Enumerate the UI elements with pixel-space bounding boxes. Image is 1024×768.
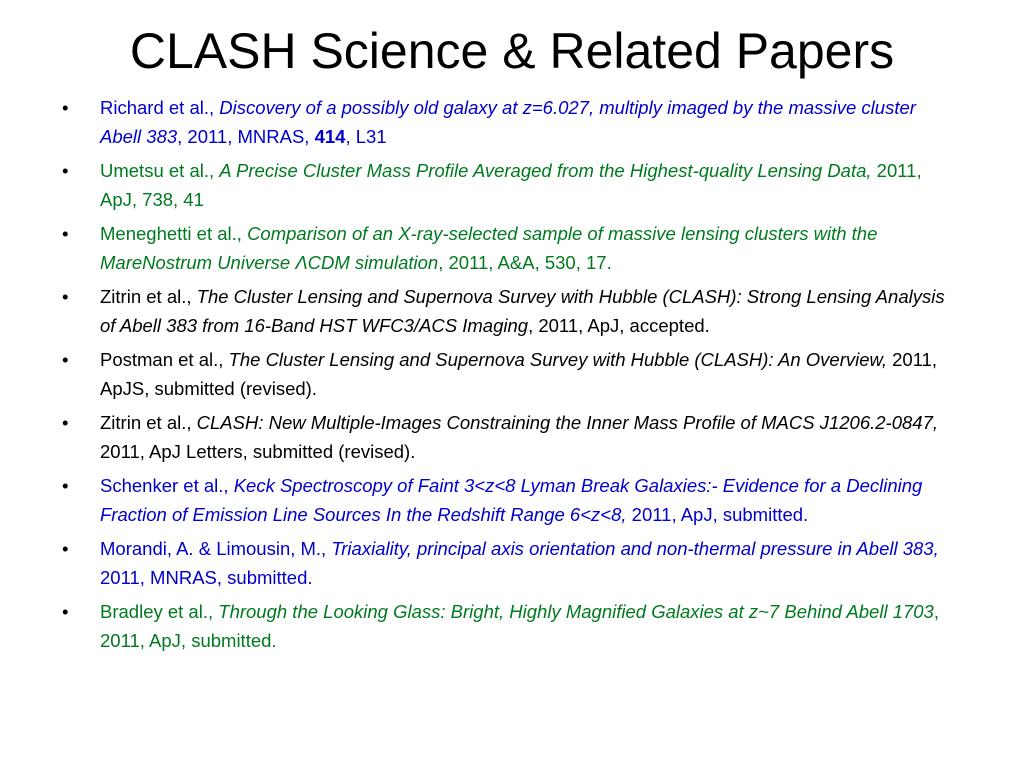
- reference-text: [100, 475, 922, 525]
- reference-text: [100, 349, 937, 399]
- reference-item: [60, 283, 960, 340]
- reference-authors: Zitrin et al.,: [100, 286, 197, 307]
- bullet-icon: •: [62, 349, 69, 370]
- reference-text: [100, 601, 939, 651]
- reference-paper-title: A Precise Cluster Mass Profile Averaged from the Highest-quality Lensing Data,: [219, 160, 872, 181]
- reference-paper-title: Triaxiality, principal axis orientation and non-thermal pressure in Abell 383,: [331, 538, 939, 559]
- reference-paper-title: Discovery of a possibly old galaxy at z=6.027, multiply imaged by the massive cluster Abell 383: [100, 97, 916, 147]
- reference-item: [60, 535, 960, 592]
- bullet-icon: •: [62, 601, 69, 622]
- reference-text: [100, 97, 916, 147]
- reference-list: [60, 94, 960, 661]
- reference-paper-title: Comparison of an X-ray-selected sample of massive lensing clusters with the MareNostrum Universe ΛCDM simulation: [100, 223, 878, 273]
- reference-authors: Postman et al.,: [100, 349, 229, 370]
- reference-item: [60, 94, 960, 151]
- reference-authors: Umetsu et al.,: [100, 160, 220, 181]
- reference-authors: Meneghetti et al.,: [100, 223, 248, 244]
- bullet-icon: •: [62, 286, 69, 307]
- bullet-icon: •: [62, 97, 69, 118]
- reference-item: [60, 598, 960, 655]
- slide-title: CLASH Science & Related Papers: [129, 23, 895, 79]
- reference-text: [100, 538, 939, 588]
- reference-volume: 414: [314, 125, 346, 147]
- reference-paper-title: Through the Looking Glass: Bright, Highly Magnified Galaxies at z~7 Behind Abell 1703: [218, 601, 934, 622]
- reference-authors: Zitrin et al.,: [100, 412, 197, 433]
- reference-item: [60, 157, 960, 214]
- reference-authors: Bradley et al.,: [100, 601, 219, 622]
- reference-citation: 2011, ApJ Letters, submitted (revised).: [100, 440, 416, 462]
- reference-citation: 2011, ApJ, 738, 41: [100, 160, 922, 210]
- reference-pages: , L31: [345, 125, 387, 147]
- reference-citation: , 2011, MNRAS,: [177, 125, 315, 147]
- reference-authors: Schenker et al.,: [100, 475, 234, 496]
- reference-item: [60, 472, 960, 529]
- reference-text: [100, 412, 938, 462]
- reference-authors: Morandi, A. & Limousin, M.,: [100, 538, 332, 559]
- reference-citation: , 2011, A&A, 530, 17.: [438, 251, 612, 273]
- reference-item: [60, 409, 960, 466]
- reference-paper-title: The Cluster Lensing and Supernova Survey with Hubble (CLASH): An Overview,: [228, 349, 887, 370]
- bullet-icon: •: [62, 475, 69, 496]
- reference-paper-title: The Cluster Lensing and Supernova Survey with Hubble (CLASH): Strong Lensing Analysis of Abell 383 from 16-Band HST WFC3/ACS Imaging: [100, 286, 945, 336]
- reference-paper-title: Keck Spectroscopy of Faint 3<z<8 Lyman Break Galaxies:- Evidence for a Declining Fraction of Emission Line Sources In the Redshift Range 6<z<8,: [100, 475, 923, 525]
- reference-authors: Richard et al.,: [100, 97, 220, 118]
- reference-citation: 2011, ApJ, submitted.: [626, 503, 809, 525]
- bullet-icon: •: [62, 538, 69, 559]
- reference-citation: , 2011, ApJ, submitted.: [100, 601, 939, 651]
- bullet-icon: •: [62, 412, 69, 433]
- reference-paper-title: CLASH: New Multiple-Images Constraining the Inner Mass Profile of MACS J1206.2-0847,: [196, 412, 939, 433]
- reference-text: [100, 223, 877, 273]
- reference-item: [60, 346, 960, 403]
- reference-citation: 2011, MNRAS, submitted.: [100, 566, 313, 588]
- reference-text: [100, 160, 922, 210]
- reference-item: [60, 220, 960, 277]
- bullet-icon: •: [62, 160, 69, 181]
- bullet-icon: •: [62, 223, 69, 244]
- reference-text: [100, 286, 945, 336]
- reference-citation: 2011, ApJS, submitted (revised).: [100, 349, 938, 399]
- reference-citation: , 2011, ApJ, accepted.: [528, 314, 710, 336]
